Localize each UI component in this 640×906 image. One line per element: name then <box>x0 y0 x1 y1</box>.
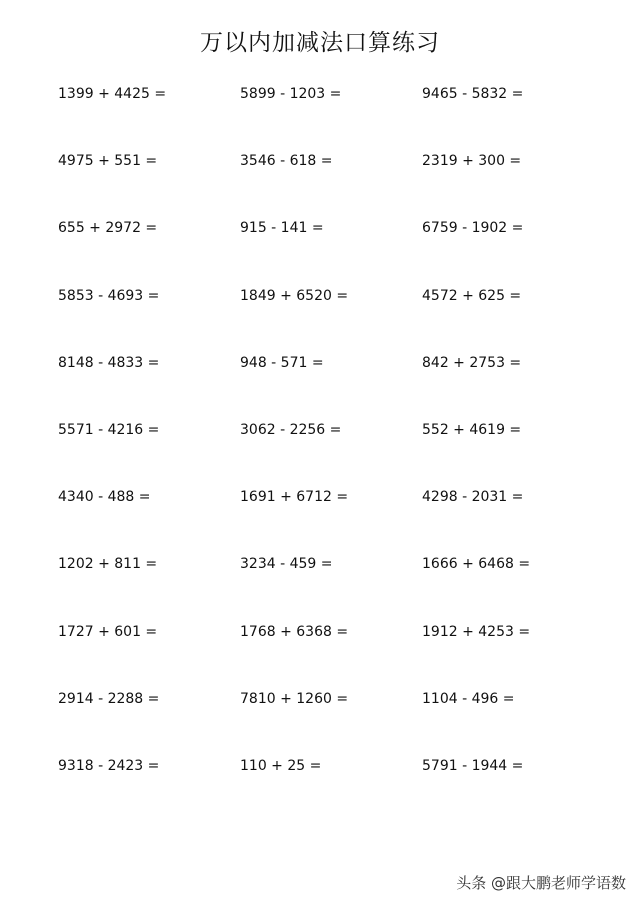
problem-item: 3062 - 2256 = <box>240 421 342 438</box>
problem-item: 4572 + 625 = <box>422 287 522 304</box>
problem-item: 1849 + 6520 = <box>240 287 349 304</box>
problem-item: 9465 - 5832 = <box>422 86 524 102</box>
problem-item: 1691 + 6712 = <box>240 489 349 506</box>
problem-item: 4340 - 488 = <box>58 489 151 506</box>
problem-item: 6759 - 1902 = <box>422 220 524 237</box>
problem-item: 1202 + 811 = <box>58 556 158 573</box>
problem-item: 5791 - 1944 = <box>422 757 524 774</box>
problem-item: 110 + 25 = <box>240 757 322 774</box>
problem-item: 1727 + 601 = <box>58 623 158 640</box>
problem-item: 1104 - 496 = <box>422 690 515 707</box>
problem-item: 8148 - 4833 = <box>58 354 160 371</box>
problem-item: 3234 - 459 = <box>240 556 333 573</box>
problem-item: 5853 - 4693 = <box>58 287 160 304</box>
problem-item: 842 + 2753 = <box>422 354 522 371</box>
problem-item: 4298 - 2031 = <box>422 489 524 506</box>
problem-item: 7810 + 1260 = <box>240 690 349 707</box>
problem-item: 5571 - 4216 = <box>58 421 160 438</box>
problem-item: 948 - 571 = <box>240 354 324 371</box>
problem-item: 9318 - 2423 = <box>58 757 160 774</box>
problem-item: 1399 + 4425 = <box>58 86 167 102</box>
problem-item: 552 + 4619 = <box>422 421 522 438</box>
problem-item: 1768 + 6368 = <box>240 623 349 640</box>
page-title: 万以内加减法口算练习 <box>200 30 440 56</box>
problem-item: 915 - 141 = <box>240 220 324 237</box>
problem-item: 2914 - 2288 = <box>58 690 160 707</box>
problem-item: 4975 + 551 = <box>58 153 158 170</box>
problem-item: 5899 - 1203 = <box>240 86 342 102</box>
problem-item: 2319 + 300 = <box>422 153 522 170</box>
problem-item: 1666 + 6468 = <box>422 556 531 573</box>
problem-item: 655 + 2972 = <box>58 220 158 237</box>
watermark-text: 头条 @跟大鹏老师学语数 <box>456 874 626 892</box>
problem-item: 1912 + 4253 = <box>422 623 531 640</box>
problem-item: 3546 - 618 = <box>240 153 333 170</box>
problem-grid <box>58 84 578 823</box>
